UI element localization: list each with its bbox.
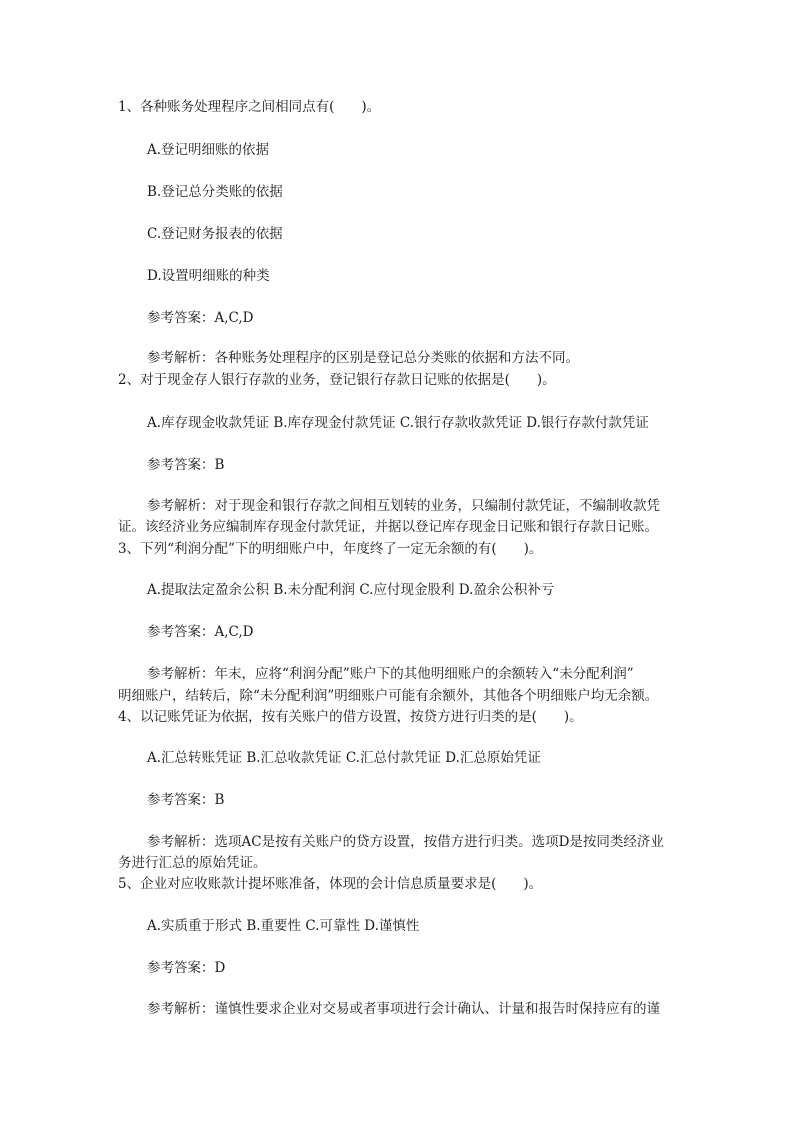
question-2-answer: 参考答案：B [147,457,225,473]
question-5-stem: 5、企业对应收账款计提坏账准备，体现的会计信息质量要求是( )。 [118,876,543,892]
question-1-option-d: D.设置明细账的种类 [147,268,270,284]
question-3-analysis-line-1: 参考解析：年末，应将“利润分配”账户下的其他明细账户的余额转入“未分配利润” [147,666,634,682]
question-1-analysis-line-1: 参考解析：各种账务处理程序的区别是登记总分类账的依据和方法不同。 [147,350,579,366]
question-4-analysis-line-1: 参考解析：选项AC是按有关账户的贷方设置，按借方进行归类。选项D是按同类经济业 [147,834,664,850]
question-2-stem: 2、对于现金存人银行存款的业务，登记银行存款日记账的依据是( )。 [118,372,556,388]
question-5-options: A.实质重于形式 B.重要性 C.可靠性 D.谨慎性 [147,918,420,934]
question-1-option-a: A.登记明细账的依据 [147,142,270,158]
question-3-answer: 参考答案：A,C,D [147,624,254,640]
question-3-options: A.提取法定盈余公积 B.未分配利润 C.应付现金股利 D.盈余公积补亏 [147,582,555,598]
question-4-stem: 4、以记账凭证为依据，按有关账户的借方设置，按贷方进行归类的是( )。 [118,709,583,725]
question-2-options: A.库存现金收款凭证 B.库存现金付款凭证 C.银行存款收款凭证 D.银行存款付款凭证 [147,415,649,431]
question-3-stem: 3、下列“利润分配”下的明细账户中，年度终了一定无余额的有( )。 [118,541,543,557]
question-4-answer: 参考答案：B [147,792,225,808]
question-3-analysis-line-2: 明细账户，结转后，除“未分配利润”明细账户可能有余额外，其他各个明细账户均无余额。 [118,688,659,704]
question-4-analysis-line-2: 务进行汇总的原始凭证。 [118,855,267,871]
question-1-option-c: C.登记财务报表的依据 [147,226,283,242]
question-1-stem: 1、各种账务处理程序之间相同点有( )。 [118,99,381,115]
question-2-analysis-line-2: 证。该经济业务应编制库存现金付款凭证，并据以登记库存现金日记账和银行存款日记账。 [118,519,658,535]
question-5-analysis-line-1: 参考解析：谨慎性要求企业对交易或者事项进行会计确认、计量和报告时保持应有的谨 [147,1001,660,1017]
question-2-analysis-line-1: 参考解析：对于现金和银行存款之间相互划转的业务，只编制付款凭证，不编制收款凭 [147,498,660,514]
question-1-answer: 参考答案：A,C,D [147,310,254,326]
question-4-options: A.汇总转账凭证 B.汇总收款凭证 C.汇总付款凭证 D.汇总原始凭证 [147,750,541,766]
question-5-answer: 参考答案：D [147,960,226,976]
question-1-option-b: B.登记总分类账的依据 [147,184,283,200]
